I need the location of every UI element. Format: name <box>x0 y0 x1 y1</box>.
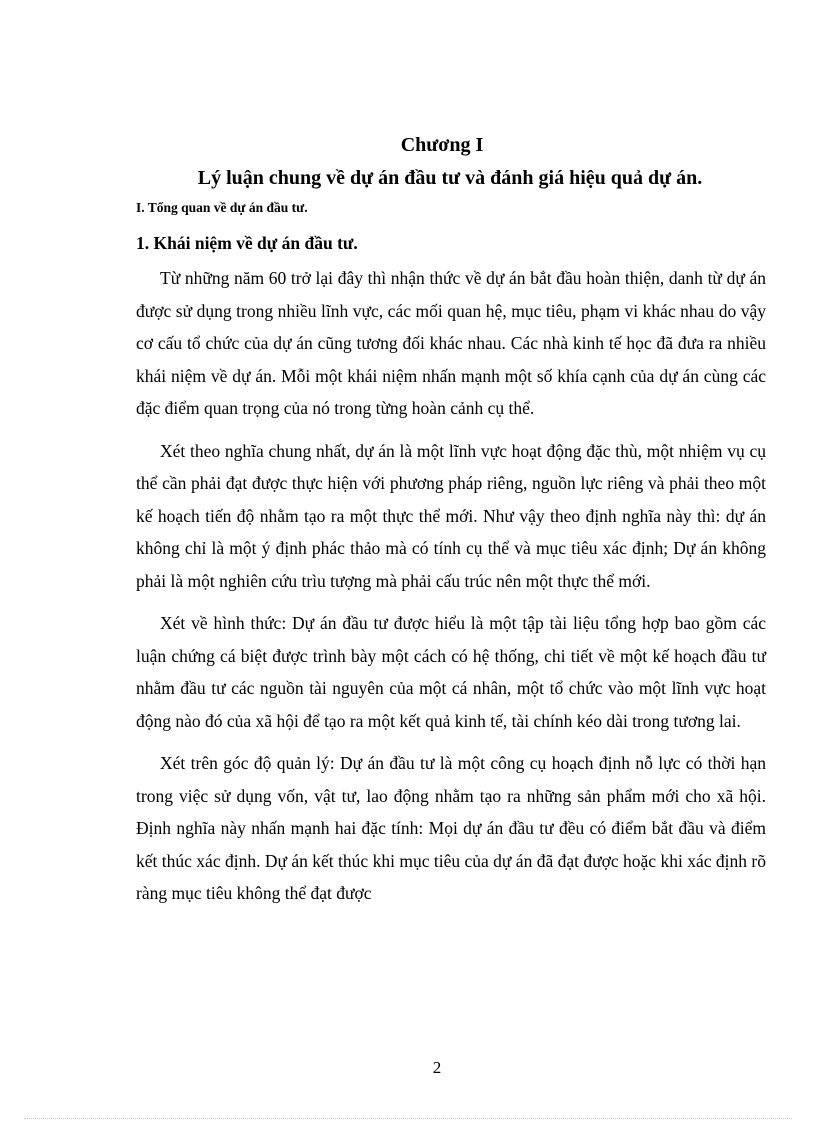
paragraph: Xét về hình thức: Dự án đầu tư được hiểu là một tập tài liệu tổng hợp bao gồm các luận chứng cá biệt được trình bày một cách có hệ thống, chi tiết về một kế hoạch đầu tư nhằm đầu tư các nguồn tài nguyên của một cá nhân, một tổ chức vào một lĩnh vực hoạt động nào đó của xã hội để tạo ra một kết quả kinh tế, tài chính kéo dài trong tương lai. <box>136 613 766 731</box>
section-heading: I. Tổng quan về dự án đầu tư. <box>136 200 308 215</box>
page-number: 2 <box>432 1058 442 1077</box>
chapter-title: Chương I <box>400 134 484 156</box>
paragraph: Xét trên góc độ quản lý: Dự án đầu tư là một công cụ hoạch định nỗ lực có thời hạn trong việc sử dụng vốn, vật tư, lao động nhằm tạo ra những sản phẩm mới cho xã hội. Định nghĩa này nhấn mạnh hai đặc tính: Mọi dự án đầu tư đều có điểm bắt đầu và điểm kết thúc xác định. Dự án kết thúc khi mục tiêu của dự án đã đạt được hoặc khi xác định rõ ràng mục tiêu không thể đạt được <box>136 753 766 903</box>
chapter-subtitle: Lý luận chung về dự án đầu tư và đánh giá hiệu quả dự án. <box>197 167 703 189</box>
paragraph: Xét theo nghĩa chung nhất, dự án là một lĩnh vực hoạt động đặc thù, một nhiệm vụ cụ thể cần phải đạt được thực hiện với phương pháp riêng, nguồn lực riêng và phải theo một kế hoạch tiến độ nhằm tạo ra một thực thể mới. Như vậy theo định nghĩa này thì: dự án không chỉ là một ý định phác thảo mà có tính cụ thể và mục tiêu xác định; Dự án không phải là một nghiên cứu trìu tượng mà phải cấu trúc nên một thực thể mới. <box>136 440 766 591</box>
paragraph: Từ những năm 60 trở lại đây thì nhận thức về dự án bắt đầu hoàn thiện, danh từ dự án được sử dụng trong nhiều lĩnh vực, các mối quan hệ, mục tiêu, phạm vi khác nhau do vậy cơ cấu tổ chức của dự án cũng tương đối khác nhau. Các nhà kinh tế học đã đưa ra nhiều khái niệm về dự án. Mỗi một khái niệm nhấn mạnh một số khía cạnh của dự án cùng các đặc điểm quan trọng của nó trong từng hoàn cảnh cụ thể. <box>136 268 766 418</box>
page-edge-divider <box>24 1118 792 1119</box>
subsection-heading: 1. Khái niệm về dự án đầu tư. <box>136 233 358 253</box>
body-text <box>136 262 766 920</box>
